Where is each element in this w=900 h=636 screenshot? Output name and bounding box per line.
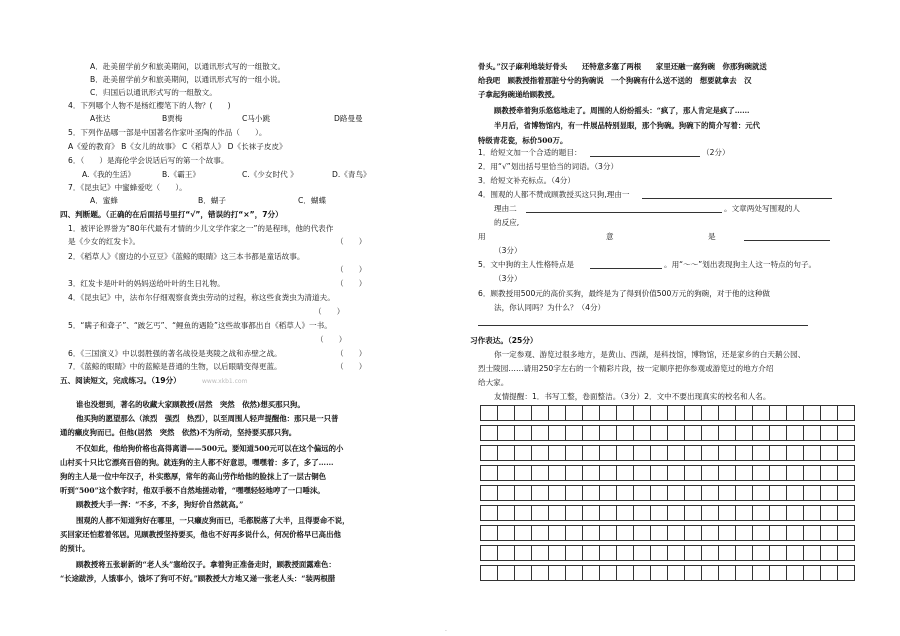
composition-writing-grid[interactable] xyxy=(480,405,855,581)
grid-cell[interactable] xyxy=(668,406,685,421)
grid-cell[interactable] xyxy=(668,506,685,521)
grid-cell[interactable] xyxy=(685,546,702,561)
reading-q6-line2: 法，你认同吗？为什么？（4分） xyxy=(494,303,606,312)
passage-line: 骨头。”汉子麻利地装好骨头 还特意多塞了两根 家里还融一腐狗碗 你那狗碗就送 xyxy=(478,62,767,71)
q3-option-a: A．赴美留学前夕和旅美期间，以通讯形式写的一组散文。 xyxy=(90,62,286,71)
grid-cell[interactable] xyxy=(532,566,549,581)
grid-cell[interactable] xyxy=(651,566,668,581)
grid-cell[interactable] xyxy=(753,426,770,441)
grid-cell[interactable] xyxy=(821,426,838,441)
grid-cell[interactable] xyxy=(600,546,617,561)
grid-cell[interactable] xyxy=(600,506,617,521)
grid-cell[interactable] xyxy=(804,566,821,581)
q7-option-c: C．蝴蝶 xyxy=(298,196,327,205)
grid-cell[interactable] xyxy=(685,566,702,581)
grid-cell[interactable] xyxy=(532,406,549,421)
grid-cell[interactable] xyxy=(804,486,821,501)
judge-5: 5．“瞒子和聋子”、“跛乞丐”、“鲤鱼的遇险”这些故事都出自《稻草人》一书。 xyxy=(68,321,332,330)
grid-cell[interactable] xyxy=(617,506,634,521)
grid-cell[interactable] xyxy=(770,466,787,481)
grid-cell[interactable] xyxy=(787,406,804,421)
grid-cell[interactable] xyxy=(804,406,821,421)
grid-cell[interactable] xyxy=(481,526,498,541)
grid-cell[interactable] xyxy=(804,446,821,461)
grid-cell[interactable] xyxy=(481,566,498,581)
judge-7: 7．《蓝鲸的眼睛》中的蓝鲸是普通的生物，以后眼睛变得更蓝。 xyxy=(68,362,282,371)
grid-cell[interactable] xyxy=(600,406,617,421)
grid-cell[interactable] xyxy=(668,486,685,501)
judge-6: 6．《三国演义》中以弱胜强的著名战役是夷陵之战和赤壁之战。 xyxy=(68,349,282,358)
grid-cell[interactable] xyxy=(753,526,770,541)
grid-cell[interactable] xyxy=(498,526,515,541)
grid-cell[interactable] xyxy=(549,426,566,441)
grid-cell[interactable] xyxy=(838,546,855,561)
grid-cell[interactable] xyxy=(702,506,719,521)
q4-option-c: C马小跳 xyxy=(242,114,271,123)
judge-2: 2．《稻草人》《窗边的小豆豆》《蓝鲸的眼睛》这三本书都是童话故事。 xyxy=(68,252,305,261)
grid-cell[interactable] xyxy=(787,506,804,521)
reading-q4-score: （3分） xyxy=(494,246,522,255)
grid-cell[interactable] xyxy=(515,506,532,521)
grid-cell[interactable] xyxy=(532,526,549,541)
passage-line: 子拿起狗碗递给顾教授。 xyxy=(478,90,560,99)
grid-row xyxy=(481,546,855,561)
question-7: 7．《昆虫记》中蜜蜂爱吃（ ）。 xyxy=(68,183,187,192)
grid-cell[interactable] xyxy=(668,546,685,561)
grid-cell[interactable] xyxy=(719,546,736,561)
judge-6-answer: （ ） xyxy=(336,349,367,358)
grid-cell[interactable] xyxy=(617,526,634,541)
grid-cell[interactable] xyxy=(532,426,549,441)
grid-cell[interactable] xyxy=(821,446,838,461)
question-4: 4．下列哪个人物不是杨红樱笔下的人物？( ) xyxy=(68,101,231,110)
q4-option-b: B贾梅 xyxy=(162,114,183,123)
grid-cell[interactable] xyxy=(719,566,736,581)
grid-cell[interactable] xyxy=(498,446,515,461)
grid-cell[interactable] xyxy=(685,526,702,541)
composition-prompt-2: 烈士陵园……请用250字左右的一个精彩片段，按一定顺序把你参观或游览过的地方介绍 xyxy=(478,364,774,373)
grid-cell[interactable] xyxy=(617,426,634,441)
grid-cell[interactable] xyxy=(617,466,634,481)
reading-q5-score: （3分） xyxy=(494,274,522,283)
answer-line[interactable] xyxy=(478,325,808,326)
reading-q4-reaction: 的反应, xyxy=(494,218,520,227)
grid-cell[interactable] xyxy=(753,486,770,501)
q3-option-b: B．赴美留学前夕和旅美期间，以通讯形式写的一组小说。 xyxy=(90,75,286,84)
answer-line[interactable] xyxy=(590,156,700,157)
question-5: 5．下列作品哪一部是中国著名作家叶圣陶的作品（ ）。 xyxy=(68,128,267,137)
q7-option-b: B．蝴子 xyxy=(198,196,226,205)
grid-cell[interactable] xyxy=(566,526,583,541)
grid-cell[interactable] xyxy=(719,446,736,461)
passage-line: 谁也没想到，著名的收藏大家顾教授(居然 突然 依然)想买那只狗。 xyxy=(76,400,305,409)
grid-cell[interactable] xyxy=(736,526,753,541)
grid-cell[interactable] xyxy=(702,486,719,501)
grid-cell[interactable] xyxy=(549,486,566,501)
passage-line: 半月后，省博物馆内，有一件展品特别显眼，那个狗碗。狗碗下的简介写着：元代 xyxy=(494,121,761,130)
grid-cell[interactable] xyxy=(668,466,685,481)
grid-cell[interactable] xyxy=(804,546,821,561)
grid-cell[interactable] xyxy=(770,486,787,501)
grid-row xyxy=(481,566,855,581)
grid-cell[interactable] xyxy=(702,426,719,441)
grid-cell[interactable] xyxy=(651,526,668,541)
grid-row xyxy=(481,486,855,501)
grid-cell[interactable] xyxy=(719,406,736,421)
grid-row xyxy=(481,406,855,421)
section-4-heading: 四、判断题。（正确的在后面括号里打“√”，错误的打“×”，7分） xyxy=(60,210,283,219)
grid-cell[interactable] xyxy=(668,446,685,461)
q3-option-c: C．归国后以通讯形式写的一组散文。 xyxy=(90,88,217,97)
grid-cell[interactable] xyxy=(583,546,600,561)
grid-cell[interactable] xyxy=(668,426,685,441)
grid-cell[interactable] xyxy=(600,426,617,441)
judge-7-answer: （ ） xyxy=(336,362,367,371)
grid-cell[interactable] xyxy=(804,426,821,441)
grid-cell[interactable] xyxy=(838,426,855,441)
composition-tip: 友情提醒：1．书写工整，卷面整洁。（3分）2．文中不要出现真实的校名和人名。 xyxy=(494,392,771,401)
reading-q4-use: 用 xyxy=(478,232,486,241)
grid-cell[interactable] xyxy=(498,566,515,581)
grid-cell[interactable] xyxy=(821,566,838,581)
grid-cell[interactable] xyxy=(651,426,668,441)
q6-option-c: C.《少女时代 》 xyxy=(242,170,298,179)
grid-cell[interactable] xyxy=(787,566,804,581)
grid-cell[interactable] xyxy=(549,526,566,541)
grid-cell[interactable] xyxy=(702,406,719,421)
passage-line: 顾教授将五张崭新的“老人头”塞给汉子。拿着狗正准备走时，顾教授面露难色： xyxy=(76,560,336,569)
answer-line[interactable] xyxy=(590,268,662,269)
reading-q4-meaning: 意 xyxy=(606,232,614,241)
grid-cell[interactable] xyxy=(770,406,787,421)
grid-cell[interactable] xyxy=(838,506,855,521)
grid-cell[interactable] xyxy=(515,566,532,581)
grid-cell[interactable] xyxy=(838,566,855,581)
watermark: www.xkb1.com xyxy=(202,378,248,385)
q5-options: A《爱的教育》 B《女儿的故事》 C《稻草人》 D《长袜子皮皮》 xyxy=(68,142,287,151)
grid-cell[interactable] xyxy=(702,566,719,581)
grid-row xyxy=(481,426,855,441)
grid-cell[interactable] xyxy=(566,486,583,501)
passage-line: 顾教授牵着狗乐悠悠地走了。周围的人纷纷摇头：“疯了，那人肯定是疯了…… xyxy=(494,106,750,115)
grid-cell[interactable] xyxy=(549,446,566,461)
grid-cell[interactable] xyxy=(668,526,685,541)
grid-cell[interactable] xyxy=(821,406,838,421)
grid-cell[interactable] xyxy=(634,486,651,501)
passage-line: 不仅如此，他给狗价格也高得离谱——500元。要知道500元可以在这个偏远的小 xyxy=(76,444,344,453)
grid-cell[interactable] xyxy=(821,526,838,541)
grid-cell[interactable] xyxy=(583,446,600,461)
grid-cell[interactable] xyxy=(566,506,583,521)
judge-3: 3．红发卡是叶叶的妈妈送给叶叶的生日礼物。 xyxy=(68,279,225,288)
grid-cell[interactable] xyxy=(498,486,515,501)
grid-row xyxy=(481,526,855,541)
judge-1-line2: 是《少女的红发卡》。 xyxy=(68,237,141,246)
grid-cell[interactable] xyxy=(481,546,498,561)
grid-cell[interactable] xyxy=(634,406,651,421)
grid-cell[interactable] xyxy=(515,546,532,561)
grid-cell[interactable] xyxy=(821,506,838,521)
grid-cell[interactable] xyxy=(838,466,855,481)
grid-cell[interactable] xyxy=(787,486,804,501)
grid-cell[interactable] xyxy=(736,426,753,441)
judge-1-answer: （ ） xyxy=(336,237,367,246)
grid-cell[interactable] xyxy=(481,426,498,441)
grid-cell[interactable] xyxy=(617,546,634,561)
grid-cell[interactable] xyxy=(532,446,549,461)
passage-line: 买回家还怕惹着邻居。见顾教授坚持要买，他也不好再多说什么，何况价格早已高出他 xyxy=(60,530,341,539)
answer-line[interactable] xyxy=(642,198,832,199)
grid-cell[interactable] xyxy=(634,466,651,481)
grid-cell[interactable] xyxy=(651,506,668,521)
grid-cell[interactable] xyxy=(583,426,600,441)
grid-cell[interactable] xyxy=(719,526,736,541)
grid-cell[interactable] xyxy=(481,486,498,501)
grid-cell[interactable] xyxy=(532,546,549,561)
grid-cell[interactable] xyxy=(770,426,787,441)
grid-cell[interactable] xyxy=(617,566,634,581)
judge-2-answer: （ ） xyxy=(336,265,367,274)
grid-cell[interactable] xyxy=(770,526,787,541)
grid-cell[interactable] xyxy=(634,426,651,441)
grid-cell[interactable] xyxy=(600,466,617,481)
judge-3-answer: （ ） xyxy=(336,279,367,288)
grid-cell[interactable] xyxy=(719,506,736,521)
grid-cell[interactable] xyxy=(787,426,804,441)
grid-cell[interactable] xyxy=(481,466,498,481)
grid-cell[interactable] xyxy=(719,466,736,481)
reading-q5-instruction: 。用“～～”划出表现狗主人这一特点的句子。 xyxy=(664,260,817,269)
grid-cell[interactable] xyxy=(617,406,634,421)
grid-cell[interactable] xyxy=(702,546,719,561)
grid-cell[interactable] xyxy=(651,446,668,461)
grid-cell[interactable] xyxy=(566,426,583,441)
grid-cell[interactable] xyxy=(498,546,515,561)
grid-cell[interactable] xyxy=(617,446,634,461)
q4-option-a: A张达 xyxy=(90,114,111,123)
grid-cell[interactable] xyxy=(481,506,498,521)
passage-line: 狗的主人是一位中年汉子，朴实憨厚，常年的高山劳作给他的脸抹上了一层古铜色 xyxy=(60,472,327,481)
grid-cell[interactable] xyxy=(787,526,804,541)
reading-q6-line1: 6．顾教授用500元的高价买狗，最终是为了得到价值500万元的狗碗，对于他的这种做 xyxy=(478,289,771,298)
grid-cell[interactable] xyxy=(753,566,770,581)
passage-line: 顾教授大手一挥：“不多，不多，狗好价自然就高。” xyxy=(76,500,244,509)
grid-cell[interactable] xyxy=(838,526,855,541)
grid-cell[interactable] xyxy=(753,466,770,481)
grid-cell[interactable] xyxy=(753,406,770,421)
grid-cell[interactable] xyxy=(583,406,600,421)
grid-cell[interactable] xyxy=(651,546,668,561)
passage-line: 通的癞皮狗而已。但他(居然 突然 依然)不为所动，坚持要买那只狗。 xyxy=(60,428,297,437)
grid-cell[interactable] xyxy=(804,466,821,481)
grid-cell[interactable] xyxy=(736,406,753,421)
grid-cell[interactable] xyxy=(549,566,566,581)
passage-line: 特级青花瓷，标价500万。 xyxy=(478,136,568,145)
grid-cell[interactable] xyxy=(549,506,566,521)
grid-cell[interactable] xyxy=(515,426,532,441)
grid-cell[interactable] xyxy=(532,466,549,481)
grid-cell[interactable] xyxy=(702,466,719,481)
grid-cell[interactable] xyxy=(583,566,600,581)
grid-cell[interactable] xyxy=(634,566,651,581)
grid-cell[interactable] xyxy=(583,466,600,481)
grid-cell[interactable] xyxy=(600,446,617,461)
grid-cell[interactable] xyxy=(821,466,838,481)
grid-cell[interactable] xyxy=(634,446,651,461)
judge-4-answer: （ ） xyxy=(314,307,345,316)
grid-cell[interactable] xyxy=(736,486,753,501)
grid-cell[interactable] xyxy=(787,466,804,481)
grid-cell[interactable] xyxy=(804,526,821,541)
grid-cell[interactable] xyxy=(651,486,668,501)
grid-cell[interactable] xyxy=(736,566,753,581)
question-6: 6．（ ）是海伦学会说话后写的第一个故事。 xyxy=(68,156,229,165)
grid-cell[interactable] xyxy=(566,446,583,461)
grid-cell[interactable] xyxy=(736,446,753,461)
grid-cell[interactable] xyxy=(685,446,702,461)
passage-line: 围观的人都不知道狗好在哪里，一只癞皮狗而已，毛都脱落了大半，且得要命不说， xyxy=(76,516,350,525)
grid-cell[interactable] xyxy=(685,426,702,441)
answer-line[interactable] xyxy=(744,240,830,241)
grid-cell[interactable] xyxy=(566,466,583,481)
grid-row xyxy=(481,506,855,521)
grid-cell[interactable] xyxy=(702,446,719,461)
grid-cell[interactable] xyxy=(549,466,566,481)
grid-cell[interactable] xyxy=(753,446,770,461)
grid-cell[interactable] xyxy=(787,546,804,561)
grid-cell[interactable] xyxy=(583,526,600,541)
reading-q1-score: （2分） xyxy=(702,148,730,157)
passage-line: 的预计。 xyxy=(60,544,90,553)
q6-option-a: A.《我的生活》 xyxy=(82,170,136,179)
grid-cell[interactable] xyxy=(566,546,583,561)
grid-cell[interactable] xyxy=(566,566,583,581)
q6-option-d: D.《青鸟》 xyxy=(332,170,371,179)
grid-cell[interactable] xyxy=(685,506,702,521)
grid-cell[interactable] xyxy=(770,566,787,581)
judge-1-line1: 1．被评论界誉为“80年代最有才情的少儿文学作家之一”的是程玮，他的代表作 xyxy=(68,224,334,233)
grid-cell[interactable] xyxy=(702,526,719,541)
composition-heading: 习作表达。（25分） xyxy=(470,336,538,345)
grid-cell[interactable] xyxy=(600,526,617,541)
reading-q5: 5．文中狗的主人性格特点是 xyxy=(478,260,574,269)
grid-cell[interactable] xyxy=(532,486,549,501)
grid-cell[interactable] xyxy=(821,546,838,561)
reading-q3: 3．给短文补充标点。（4分） xyxy=(478,176,575,185)
grid-cell[interactable] xyxy=(498,426,515,441)
grid-row xyxy=(481,446,855,461)
composition-prompt-3: 给大家。 xyxy=(478,378,509,387)
grid-cell[interactable] xyxy=(736,506,753,521)
composition-prompt-1: 你一定参观、游览过很多地方，是黄山、西湖，是科技馆，博物馆，还是家乡的白天鹅公园、 xyxy=(494,350,806,359)
grid-cell[interactable] xyxy=(770,546,787,561)
grid-cell[interactable] xyxy=(770,506,787,521)
grid-cell[interactable] xyxy=(804,506,821,521)
grid-cell[interactable] xyxy=(685,406,702,421)
grid-cell[interactable] xyxy=(617,486,634,501)
grid-cell[interactable] xyxy=(515,466,532,481)
section-5-heading: 五、阅读短文，完成练习。（19分） xyxy=(60,376,181,385)
reading-q4-text: 。文章两处写围观的人 xyxy=(724,204,800,213)
grid-cell[interactable] xyxy=(600,566,617,581)
grid-cell[interactable] xyxy=(753,546,770,561)
grid-cell[interactable] xyxy=(498,466,515,481)
grid-cell[interactable] xyxy=(515,446,532,461)
reading-q4-reason2: 理由二 xyxy=(494,204,517,213)
grid-cell[interactable] xyxy=(838,446,855,461)
grid-cell[interactable] xyxy=(498,406,515,421)
grid-cell[interactable] xyxy=(481,406,498,421)
grid-cell[interactable] xyxy=(634,526,651,541)
grid-cell[interactable] xyxy=(583,506,600,521)
reading-q2: 2．用“√”划出括号里恰当的词语。（3分） xyxy=(478,162,619,171)
passage-line: 他买狗的愿望那么（浓烈 强烈 热烈），以至周围人轻声提醒他：那只是一只普 xyxy=(76,414,339,423)
passage-line: 给我吧 顾教授指着那脏兮兮的狗碗说 一个狗碗有什么送不送的 想要就拿去 汉 xyxy=(478,76,752,85)
grid-cell[interactable] xyxy=(515,526,532,541)
reading-q4-reason1: 4．围观的人都不赞成顾教授买这只狗,理由一 xyxy=(478,190,630,199)
grid-cell[interactable] xyxy=(821,486,838,501)
grid-cell[interactable] xyxy=(838,486,855,501)
grid-cell[interactable] xyxy=(549,406,566,421)
grid-cell[interactable] xyxy=(583,486,600,501)
grid-cell[interactable] xyxy=(719,426,736,441)
passage-line: 听到“500”这个数字时，他双手极不自然地搓动着，“嘿嘿轻轻地哼了一口唾沫。 xyxy=(60,486,325,495)
reading-q4-is: 是 xyxy=(708,232,716,241)
grid-cell[interactable] xyxy=(549,546,566,561)
grid-cell[interactable] xyxy=(634,506,651,521)
grid-cell[interactable] xyxy=(668,566,685,581)
grid-row xyxy=(481,466,855,481)
grid-cell[interactable] xyxy=(600,486,617,501)
grid-cell[interactable] xyxy=(651,466,668,481)
q7-option-a: A．蜜蜂 xyxy=(90,196,118,205)
grid-cell[interactable] xyxy=(736,546,753,561)
grid-cell[interactable] xyxy=(651,406,668,421)
grid-cell[interactable] xyxy=(685,466,702,481)
q4-option-d: D路曼曼 xyxy=(334,114,363,123)
grid-cell[interactable] xyxy=(498,506,515,521)
q6-option-b: B.《霸王》 xyxy=(162,170,200,179)
grid-cell[interactable] xyxy=(515,406,532,421)
passage-line: “长途跋涉，人饿事小，饿坏了狗可不好。”顾教授大方地又递一张老人头：“装两根腊 xyxy=(60,574,336,583)
grid-cell[interactable] xyxy=(532,506,549,521)
grid-cell[interactable] xyxy=(787,446,804,461)
grid-cell[interactable] xyxy=(719,486,736,501)
judge-5-answer: （ ） xyxy=(316,335,347,344)
grid-cell[interactable] xyxy=(736,466,753,481)
grid-cell[interactable] xyxy=(481,446,498,461)
reading-q1: 1．给短文加一个合适的题目： xyxy=(478,148,582,157)
answer-line[interactable] xyxy=(526,212,722,213)
grid-cell[interactable] xyxy=(515,486,532,501)
grid-cell[interactable] xyxy=(753,506,770,521)
grid-cell[interactable] xyxy=(685,486,702,501)
grid-cell[interactable] xyxy=(566,406,583,421)
judge-4: 4．《昆虫记》中，法布尔仔细观察食粪虫劳动的过程，称这些食粪虫为清道夫。 xyxy=(68,293,335,302)
page-mark: · xyxy=(445,628,447,635)
grid-cell[interactable] xyxy=(838,406,855,421)
grid-cell[interactable] xyxy=(634,546,651,561)
grid-cell[interactable] xyxy=(770,446,787,461)
passage-line: 山村买十只比它漂亮百倍的狗。就连狗的主人都不好意思，嘿嘿着：多了，多了…… xyxy=(60,458,334,467)
